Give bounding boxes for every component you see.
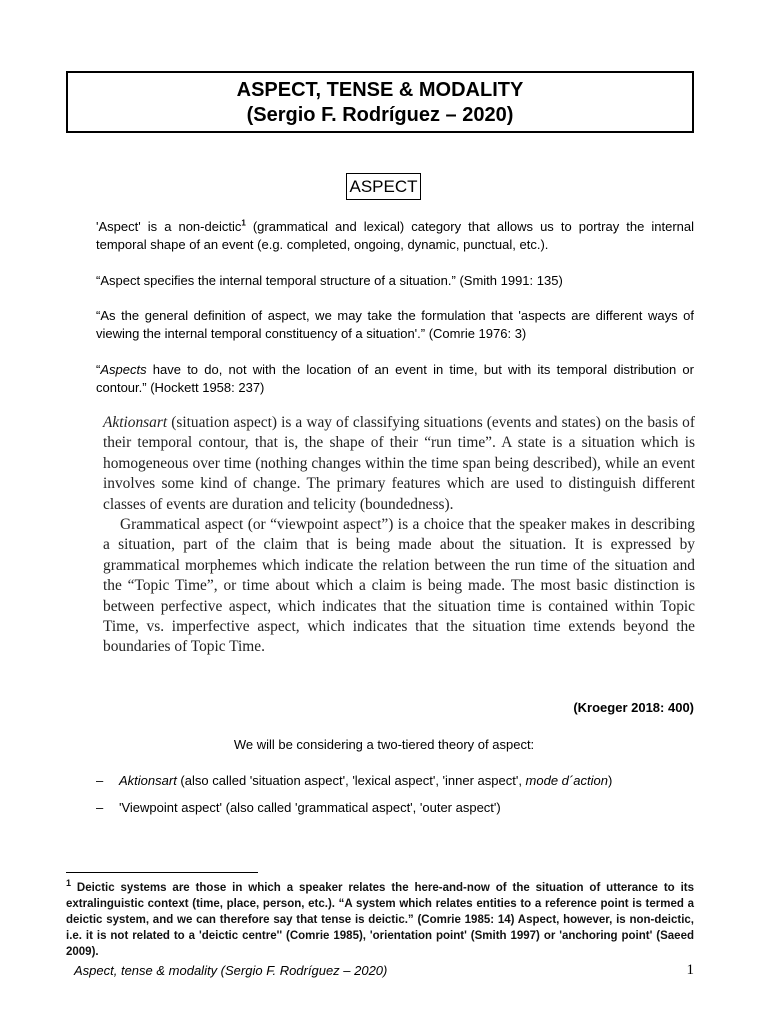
bullet-text-end: )	[607, 773, 613, 788]
footnote-reference: 1	[241, 218, 246, 228]
excerpt-paragraph-2: Grammatical aspect (or “viewpoint aspect”) is a choice that the speaker makes in describing a situation, part of the claim that is being made about the situation. It is expressed by grammatical morphemes which indicate the relation between the run time of the situation and the “Topic Time”, or time about which a claim is being made. The most basic distinction is between perfective aspect, which indicates that the situation time is contained within Topic Time, vs. imperfective aspect, which indicates that the situation time extends beyond the boundaries of Topic Time.	[103, 516, 695, 656]
intro-paragraph	[96, 218, 694, 254]
footnote-1	[66, 880, 694, 960]
bullet-text: (also called 'situation aspect', 'lexical aspect', 'inner aspect',	[176, 773, 526, 788]
intro-text-end: (grammatical and lexical) category that allows us to portray the internal temporal shape of an event (e.g. completed, ongoing, dynamic, punctual, etc.).	[96, 219, 694, 252]
hockett-quote	[96, 361, 694, 397]
hockett-open-quote: “	[96, 362, 101, 377]
excerpt-term-aktionsart: Aktionsart	[103, 414, 168, 431]
intro-text-start: 'Aspect' is a non-deictic	[96, 219, 242, 234]
bullet-dash: –	[96, 800, 104, 815]
excerpt-citation: (Kroeger 2018: 400)	[573, 700, 694, 715]
footnote-divider	[66, 872, 258, 873]
running-footer: Aspect, tense & modality (Sergio F. Rodríguez – 2020)	[74, 963, 388, 978]
bullet-term-2: mode d´action	[525, 773, 608, 788]
list-item	[96, 799, 696, 817]
kroeger-excerpt	[103, 413, 695, 658]
comrie-quote: “As the general definition of aspect, we may take the formulation that 'aspects are different ways of viewing the internal temporal constituency of a situation'.” (Comrie 1976: 3)	[96, 308, 694, 341]
page-number: 1	[686, 962, 694, 978]
bullet-dash: –	[96, 773, 104, 788]
excerpt-paragraph-1	[103, 413, 695, 515]
bullet-term: Aktionsart	[119, 773, 177, 788]
hockett-emphasis: Aspects	[100, 362, 147, 377]
document-title-box	[66, 71, 694, 133]
document-title: ASPECT, TENSE & MODALITY	[236, 79, 524, 101]
smith-quote: “Aspect specifies the internal temporal structure of a situation.” (Smith 1991: 135)	[96, 273, 563, 288]
document-subtitle: (Sergio F. Rodríguez – 2020)	[246, 104, 514, 126]
excerpt-paragraph-1-text: (situation aspect) is a way of classifying situations (events and states) on the basis of their temporal contour, that is, the shape of their “run time”. A state is a situation which is homogeneous over time (nothing changes within the time span being described), while an event involves some kind of change. The primary features which are used to distinguish different classes of events are duration and telicity (boundedness).	[103, 414, 695, 513]
section-heading-aspect: ASPECT	[346, 173, 421, 200]
hockett-text: have to do, not with the location of an event in time, but with its temporal distribution or contour.” (Hockett 1958: 237)	[96, 362, 694, 395]
footnote-mark: 1	[66, 878, 72, 889]
footnote-text: Deictic systems are those in which a speaker relates the here-and-now of the situation of utterance to its extralinguistic context (time, place, person, etc.). “A system which relates entities to a reference point is termed a deictic system, and we can therefore say that tense is deictic.” (Comrie 1985: 14) Aspect, however, is non-deictic, i.e. it is not related to a 'deictic centre'' (Comrie 1985), 'orientation point' (Smith 1997) or 'anchoring point' (Saeed 2009).	[66, 882, 694, 958]
bullet-text: 'Viewpoint aspect' (also called 'grammatical aspect', 'outer aspect')	[119, 800, 501, 815]
two-tiered-intro: We will be considering a two-tiered theory of aspect:	[233, 737, 535, 752]
list-item	[96, 772, 696, 790]
